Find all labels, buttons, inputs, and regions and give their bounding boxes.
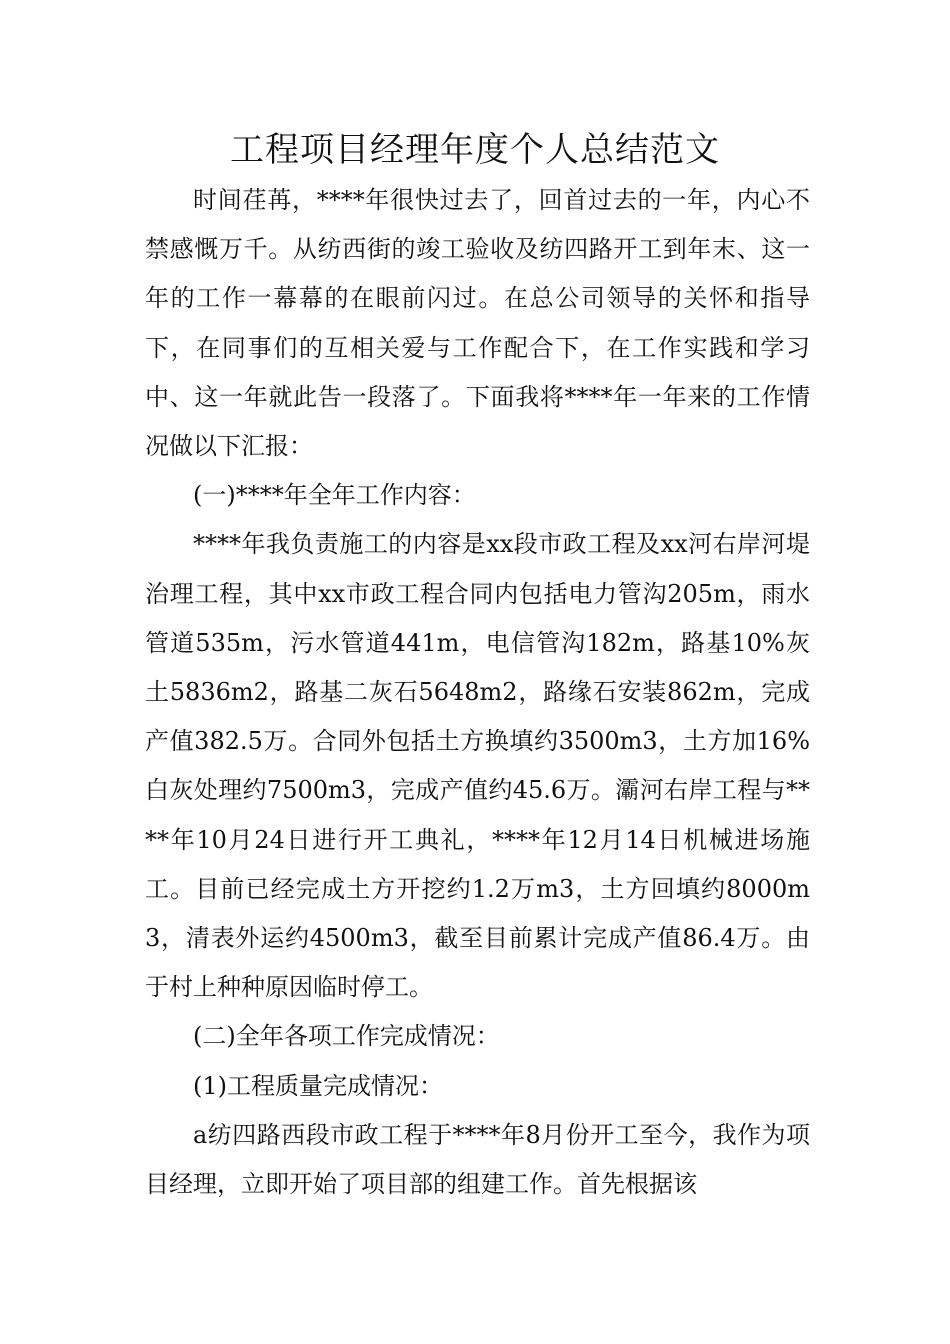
quality-paragraph: a纺四路西段市政工程于****年8月份开工至今，我作为项目经理，立即开始了项目部的组建工作。首先根据该 (145, 1120, 810, 1199)
document-body (145, 176, 810, 1209)
intro-paragraph: 时间荏苒，****年很快过去了，回首过去的一年，内心不禁感慨万千。从纺西街的竣工验收及纺四路开工到年末、这一年的工作一幕幕的在眼前闪过。在总公司领导的关怀和指导下，在同事们的互相关爱与工作配合下，在工作实践和学习中、这一年就此告一段落了。下面我将****年一年来的工作情况做以下汇报： (145, 186, 810, 461)
document-title: 工程项目经理年度个人总结范文 (230, 130, 720, 170)
section-heading-completion: (二)全年各项工作完成情况： (193, 1022, 500, 1051)
section-heading-annual-work: (一)****年全年工作内容： (193, 481, 476, 510)
subsection-heading-quality: (1)工程质量完成情况： (193, 1071, 443, 1100)
work-content-paragraph: ****年我负责施工的内容是xx段市政工程及xx河右岸河堤治理工程，其中xx市政工程合同内包括电力管沟205m，雨水管道535m，污水管道441m，电信管沟182m，路基10%灰土5836m2，路基二灰石5648m2，路缘石安装862m，完成产值382.5万。合同外包括土方换填约3500m3，土方加16%白灰处理约7500m3，完成产值约45.6万。灞河右岸工程与****年10月24日进行开工典礼，****年12月14日机械进场施工。目前已经完成土方开挖约1.2万m3，土方回填约8000m3，清表外运约4500m3，截至目前累计完成产值86.4万。由于村上种种原因临时停工。 (145, 530, 810, 1002)
